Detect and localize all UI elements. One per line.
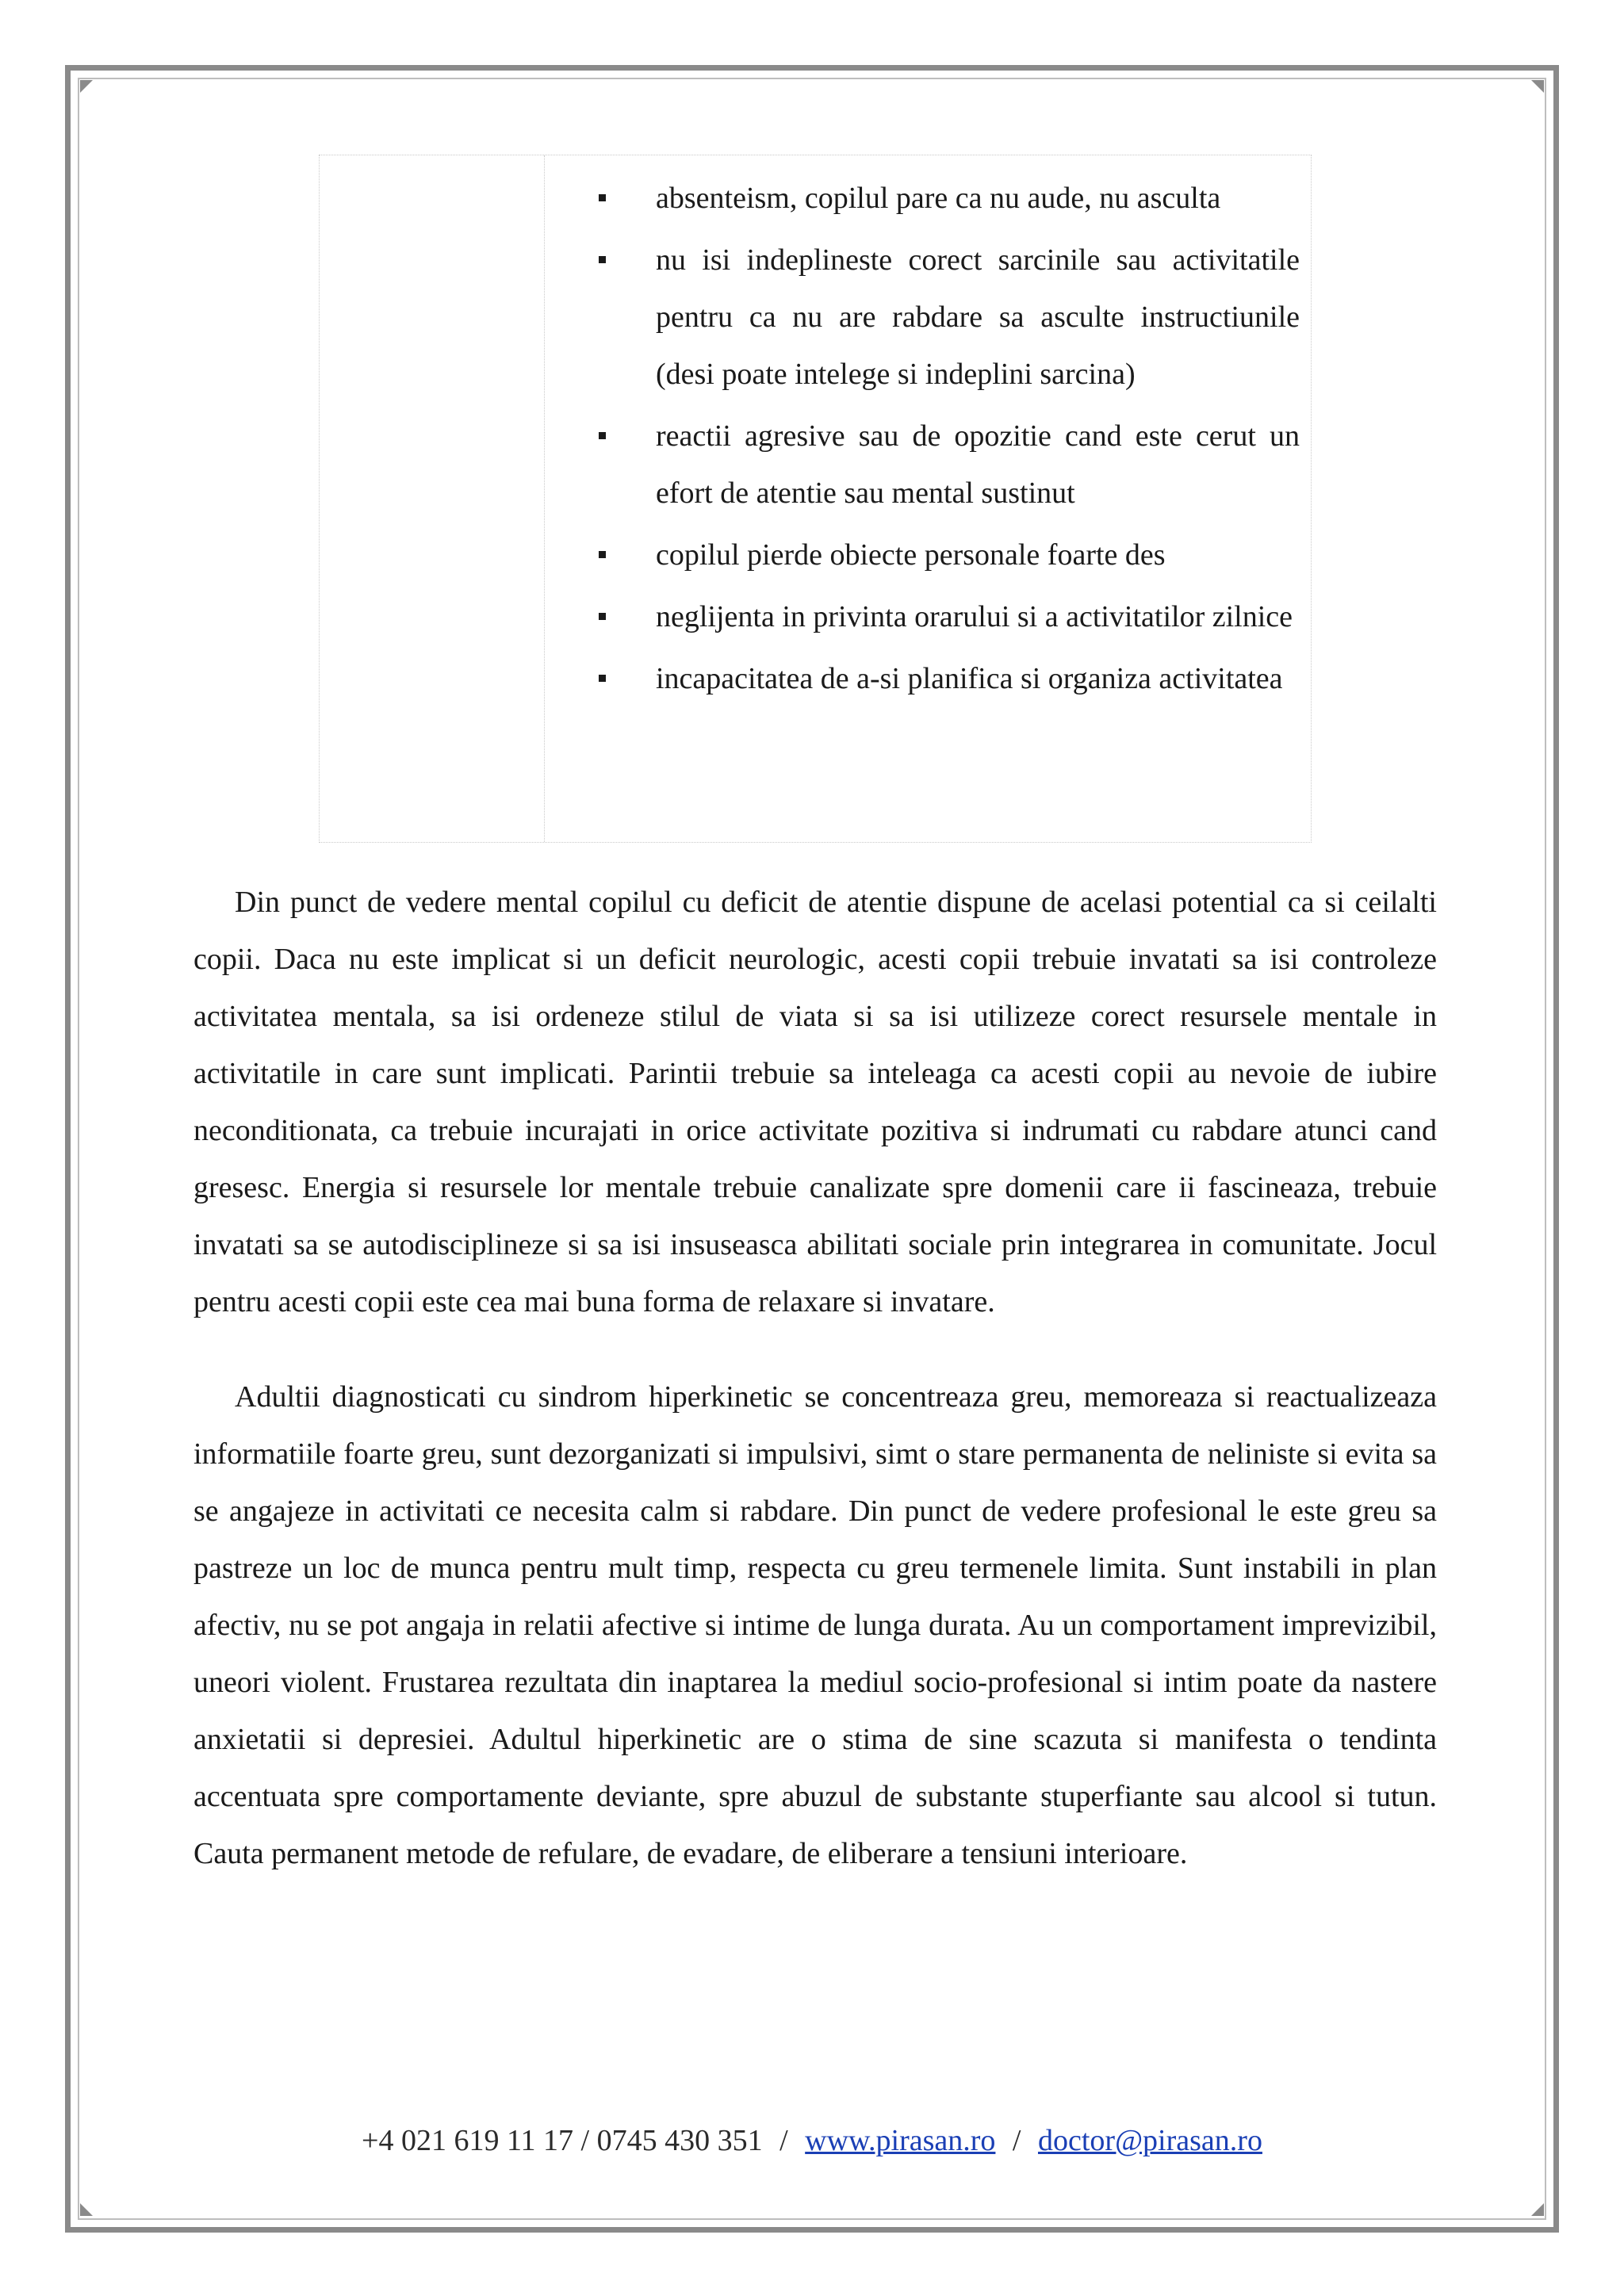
- footer-phones: +4 021 619 11 17 / 0745 430 351: [362, 2124, 763, 2157]
- square-bullet-icon: [545, 232, 656, 403]
- frame-corner-top-left: [80, 80, 93, 93]
- square-bullet-icon: [545, 588, 656, 645]
- paragraph-adult-hyperkinetic: Adultii diagnosticati cu sindrom hiperkinetic se concentreaza greu, memoreaza si reactualizeaza informatiile foarte greu, sunt dezorganizati si impulsivi, simt o stare permanenta de neliniste si evita sa se angajeze in activitati ce necesita calm si rabdare. Din punct de vedere profesional le este greu sa pastreze un loc de munca pentru mult timp, respecta cu greu termenele limita. Sunt instabili in plan afectiv, nu se pot angaja in relatii afective si intime de lunga durata. Au un comportament imprevizibil, uneori violent. Frustarea rezultata din inaptarea la mediul socio-profesional si intim poate da nastere anxietatii si depresiei. Adultul hiperkinetic are o stima de sine scazuta si manifesta o tendinta accentuata spre comportamente deviante, spre abuzul de substante stuperfiante sau alcool si tutun. Cauta permanent metode de refulare, de evadare, de eliberare a tensiuni interioare.: [193, 1380, 1437, 1870]
- table-left-cell: [320, 155, 545, 842]
- square-bullet-icon: [545, 650, 656, 707]
- document-body: [193, 874, 1437, 1882]
- list-item: [545, 588, 1300, 645]
- list-item: [545, 650, 1300, 707]
- list-item-text: neglijenta in privinta orarului si a activitatilor zilnice: [656, 600, 1293, 633]
- list-item: [545, 526, 1300, 584]
- list-item: [545, 408, 1300, 522]
- list-item-text: absenteism, copilul pare ca nu aude, nu asculta: [656, 182, 1221, 215]
- square-bullet-icon: [545, 408, 656, 522]
- frame-corner-bottom-left: [80, 2203, 93, 2216]
- footer-separator: /: [779, 2124, 788, 2157]
- page-footer: [0, 2122, 1624, 2160]
- list-item-text: nu isi indeplineste corect sarcinile sau activitatile pentru ca nu are rabdare sa asculte instructiunile (desi poate intelege si indeplini sarcina): [656, 243, 1300, 391]
- frame-corner-bottom-right: [1531, 2203, 1544, 2216]
- square-bullet-icon: [545, 170, 656, 227]
- table-right-cell: [545, 155, 1311, 842]
- email-link[interactable]: doctor@pirasan.ro: [1037, 2124, 1262, 2157]
- paragraph-child-potential: Din punct de vedere mental copilul cu deficit de atentie dispune de acelasi potential ca si ceilalti copii. Daca nu este implicat si un deficit neurologic, acesti copii trebuie invatati sa isi controleze activitatea mentala, sa isi ordeneze stilul de viata si sa isi utilizeze corect resursele mentale in activitatile in care sunt implicati. Parintii trebuie sa inteleaga ca acesti copii au nevoie de iubire neconditionata, ca trebuie incurajati in orice activitate pozitiva si indrumati cu rabdare atunci cand gresesc. Energia si resursele lor mentale trebuie canalizate spre domenii care ii fascineaza, trebuie invatati sa se autodisciplineze si sa isi insuseasca abilitati sociale prin integrarea in comunitate. Jocul pentru acesti copii este cea mai buna forma de relaxare si invatare.: [193, 886, 1437, 1318]
- list-item-text: reactii agresive sau de opozitie cand este cerut un efort de atentie sau mental sustinut: [656, 419, 1300, 510]
- symptom-list: [545, 170, 1300, 707]
- square-bullet-icon: [545, 526, 656, 584]
- website-link[interactable]: www.pirasan.ro: [805, 2124, 996, 2157]
- list-item-text: incapacitatea de a-si planifica si organiza activitatea: [656, 662, 1283, 695]
- list-item: [545, 232, 1300, 403]
- list-item-text: copilul pierde obiecte personale foarte des: [656, 538, 1166, 572]
- symptom-table: [319, 155, 1312, 843]
- footer-separator: /: [1012, 2124, 1021, 2157]
- list-item: [545, 170, 1300, 227]
- frame-corner-top-right: [1531, 80, 1544, 93]
